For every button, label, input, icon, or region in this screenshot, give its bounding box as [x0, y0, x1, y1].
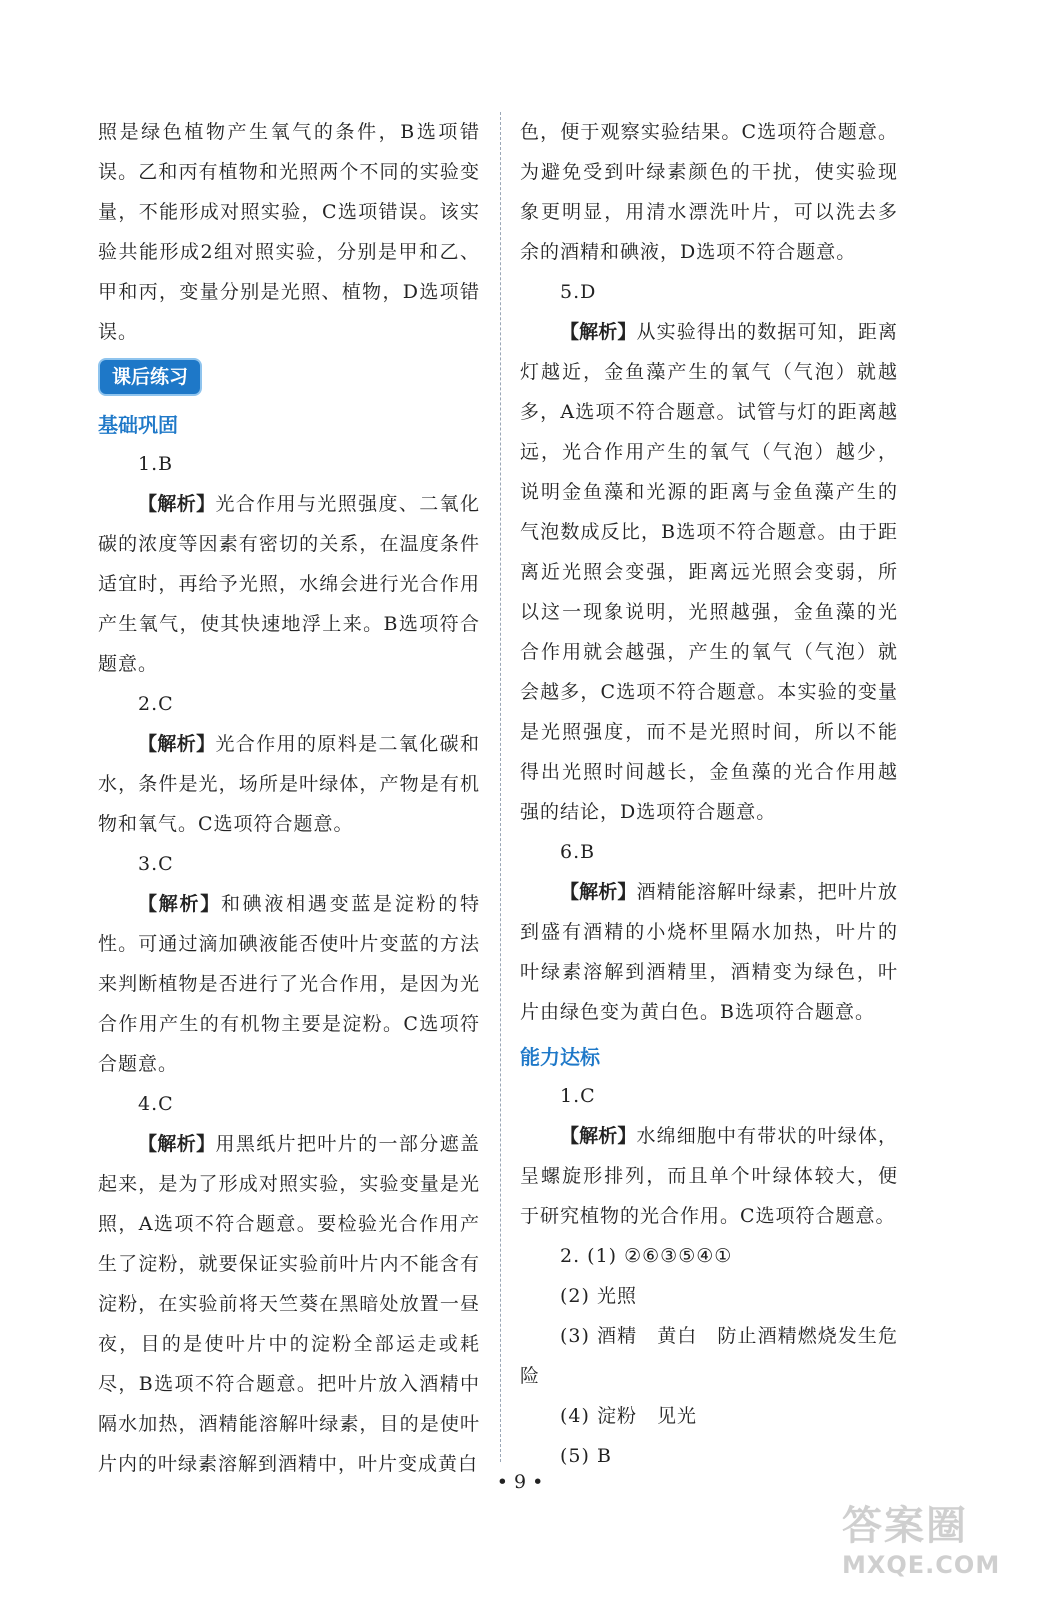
watermark-url: MXQE.COM: [842, 1551, 1001, 1579]
right-column: [520, 112, 898, 1476]
watermark-logo: [842, 1502, 1018, 1592]
analysis-label: 【解析】: [138, 733, 216, 755]
explanation-5: [520, 312, 898, 832]
answer-5: 5.D: [560, 281, 597, 303]
answer-1: 1.B: [138, 453, 174, 475]
answer-6: 6.B: [560, 841, 596, 863]
page-number: • 9 •: [496, 1471, 544, 1493]
explanation-text: 用黑纸片把叶片的一部分遮盖起来，是为了形成对照实验，实验变量是光照，A选项不符合题意。要检验光合作用产生了淀粉，就要保证实验前叶片内不能含有淀粉，在实验前将天竺葵在黑暗处放置一昼夜，目的是使叶片中的淀粉全部运走或耗尽，B选项不符合题意。把叶片放入酒精中隔水加热，酒精能溶解叶绿素，目的是使叶片内的叶绿素溶解到酒精中，叶片变成黄白: [98, 1133, 480, 1475]
analysis-label: 【解析】: [138, 1133, 216, 1155]
answer-ability-2-4: (4) 淀粉 见光: [560, 1405, 697, 1427]
explanation-text: 光合作用的原料是二氧化碳和水，条件是光，场所是叶绿体，产物是有机物和氧气。C选项符合题意。: [98, 733, 480, 835]
analysis-label: 【解析】: [560, 1125, 637, 1147]
explanation-text: 从实验得出的数据可知，距离灯越近，金鱼藻产生的氧气（气泡）就越多，A选项不符合题意。试管与灯的距离越远，光合作用产生的氧气（气泡）越少，说明金鱼藻和光源的距离与金鱼藻产生的气泡数成反比，B选项不符合题意。由于距离近光照会变强，距离远光照会变弱，所以这一现象说明，光照越强，金鱼藻的光合作用就会越强，产生的氧气（气泡）就会越多，C选项不符合题意。本实验的变量是光照强度，而不是光照时间，所以不能得出光照时间越长，金鱼藻的光合作用越强的结论，D选项符合题意。: [520, 321, 898, 823]
analysis-label: 【解析】: [560, 881, 637, 903]
answer-ability-2-5: (5) B: [560, 1445, 612, 1467]
answer-4: 4.C: [138, 1093, 174, 1115]
section-badge: 课后练习: [98, 358, 202, 396]
analysis-label: 【解析】: [560, 321, 637, 343]
left-intro-paragraph: 照是绿色植物产生氧气的条件，B选项错误。乙和丙有植物和光照两个不同的实验变量，不能形成对照实验，C选项错误。该实验共能形成2组对照实验，分别是甲和乙、甲和丙，变量分别是光照、植物，D选项错误。: [98, 121, 480, 343]
left-column: [98, 112, 480, 1484]
explanation-text: 光合作用与光照强度、二氧化碳的浓度等因素有密切的关系，在温度条件适宜时，再给予光照，水绵会进行光合作用产生氧气，使其快速地浮上来。B选项符合题意。: [98, 493, 480, 675]
explanation-text: 水绵细胞中有带状的叶绿体，呈螺旋形排列，而且单个叶绿体较大，便于研究植物的光合作用。C选项符合题意。: [520, 1125, 898, 1227]
explanation-3: [98, 884, 480, 1084]
answer-ability-2-3: (3) 酒精 黄白 防止酒精燃烧发生危险: [520, 1325, 898, 1387]
right-intro-paragraph: 色，便于观察实验结果。C选项符合题意。为避免受到叶绿素颜色的干扰，使实验现象更明显，用清水漂洗叶片，可以洗去多余的酒精和碘液，D选项不符合题意。: [520, 121, 898, 263]
explanation-text: 酒精能溶解叶绿素，把叶片放到盛有酒精的小烧杯里隔水加热，叶片的叶绿素溶解到酒精里，酒精变为绿色，叶片由绿色变为黄白色。B选项符合题意。: [520, 881, 898, 1023]
answer-3: 3.C: [138, 853, 174, 875]
answer-ability-1: 1.C: [560, 1085, 596, 1107]
watermark-title: 答案圈: [842, 1503, 968, 1549]
explanation-ability-1: [520, 1116, 898, 1236]
answer-ability-2-1: 2. (1) ②⑥③⑤④①: [560, 1245, 733, 1267]
answer-2: 2.C: [138, 693, 174, 715]
analysis-label: 【解析】: [138, 893, 221, 915]
explanation-4: [98, 1124, 480, 1484]
explanation-1: [98, 484, 480, 684]
column-divider: [500, 112, 501, 1462]
explanation-2: [98, 724, 480, 844]
answer-ability-2-2: (2) 光照: [560, 1285, 637, 1307]
explanation-6: [520, 872, 898, 1032]
subheading-basic: 基础巩固: [98, 413, 178, 437]
explanation-text: 和碘液相遇变蓝是淀粉的特性。可通过滴加碘液能否使叶片变蓝的方法来判断植物是否进行了光合作用，是因为光合作用产生的有机物主要是淀粉。C选项符合题意。: [98, 893, 480, 1075]
analysis-label: 【解析】: [138, 493, 216, 515]
subheading-ability: 能力达标: [520, 1045, 600, 1069]
